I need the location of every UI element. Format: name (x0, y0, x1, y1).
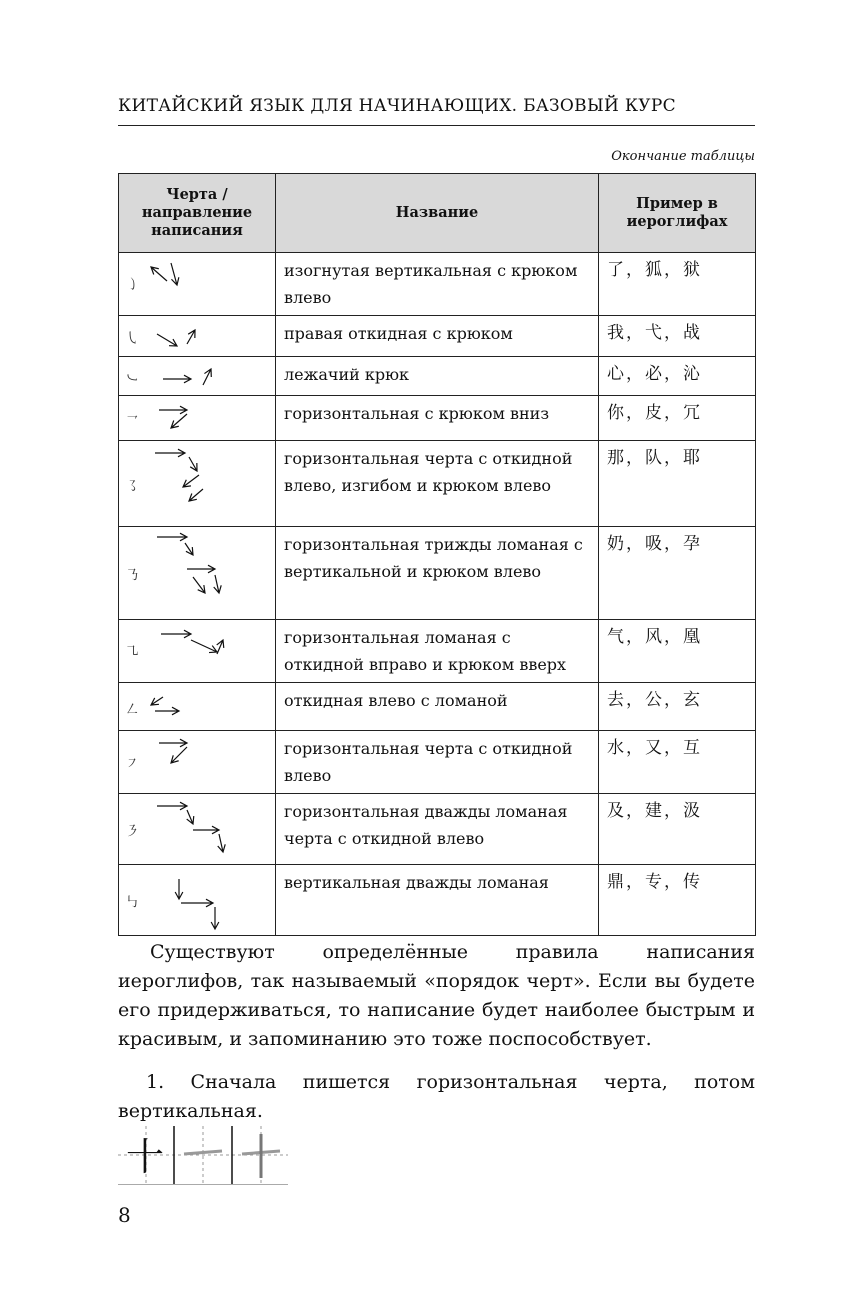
direction-arrow (171, 263, 179, 285)
stroke-cell (119, 357, 276, 396)
direction-arrow (157, 334, 177, 346)
stroke-order-demo (118, 1126, 288, 1185)
stroke-glyph: ㇜ (125, 701, 139, 718)
stroke-name: вертикальная дважды ломаная (276, 865, 599, 936)
direction-arrow (161, 630, 191, 638)
stroke-examples: 气，风，凰 (599, 620, 756, 683)
table-row (119, 620, 756, 683)
stroke-cell (119, 620, 276, 683)
direction-arrows-icon (119, 865, 275, 935)
direction-arrow (151, 697, 163, 705)
col-header-stroke: Черта / направление написания (119, 174, 276, 253)
direction-arrow (189, 489, 203, 501)
table-row (119, 316, 756, 357)
table-row (119, 396, 756, 441)
direction-arrow (203, 369, 211, 385)
stroke-name: горизонтальная дважды ломаная черта с откидной влево (276, 794, 599, 865)
stroke-cell (119, 253, 276, 316)
col-header-examples: Пример в иероглифах (599, 174, 756, 253)
stroke-cell (119, 794, 276, 865)
direction-arrows-icon (119, 357, 275, 395)
table-row (119, 253, 756, 316)
direction-arrow (191, 640, 217, 653)
rule-1: 1. Сначала пишется горизонтальная черта, потом вертикальная. (118, 1071, 755, 1122)
stroke-order-grid (118, 1126, 288, 1184)
stroke-examples: 鼎，专，传 (599, 865, 756, 936)
direction-arrows-icon (119, 316, 275, 356)
direction-arrow (211, 907, 219, 929)
stroke-cell (119, 316, 276, 357)
stroke-glyph: ㇋ (125, 824, 139, 840)
header-rule (118, 125, 755, 126)
direction-arrow (175, 879, 183, 899)
stroke-examples: 你，皮，冗 (599, 396, 756, 441)
stroke-glyph: ㇌ (125, 478, 139, 495)
page-number: 8 (118, 1203, 131, 1227)
stroke-examples: 水，又，互 (599, 731, 756, 794)
direction-arrow (159, 739, 187, 747)
table-row (119, 865, 756, 936)
direction-arrow (171, 747, 187, 763)
direction-arrow (217, 640, 224, 654)
direction-arrow (185, 543, 193, 555)
direction-arrows-icon (119, 527, 275, 619)
stroke-examples: 去，公，玄 (599, 683, 756, 731)
stroke-glyph: ㇃ (125, 371, 139, 387)
direction-arrow (163, 375, 191, 383)
direction-arrow (187, 810, 194, 824)
stroke-examples: 那，队，耶 (599, 441, 756, 527)
stroke-name: правая откидная с крюком (276, 316, 599, 357)
direction-arrow (214, 575, 221, 593)
stroke-glyph: ㇡ (125, 568, 139, 584)
stroke-glyph: ㇉ (125, 895, 139, 911)
stroke-cell (119, 441, 276, 527)
direction-arrows-icon (119, 396, 275, 440)
table-row (119, 683, 756, 731)
direction-arrow (171, 414, 187, 428)
strokes-table (118, 173, 756, 936)
body-paragraph: Существуют определённые правила написания иероглифов, так называемый «порядок черт». Если вы будете его придерживаться, то написание будет наиболее быстрым и красивым, и запоминанию это тоже поспособствует. (118, 941, 755, 1050)
stroke-name: лежачий крюк (276, 357, 599, 396)
direction-arrows-icon (119, 794, 275, 864)
direction-arrow (159, 406, 187, 414)
direction-arrow (193, 577, 205, 593)
stroke-cell (119, 865, 276, 936)
demo-char: 十 (126, 1135, 165, 1179)
direction-arrows-icon (119, 441, 275, 526)
table-row (119, 357, 756, 396)
stroke-cell (119, 731, 276, 794)
col-header-name: Название (276, 174, 599, 253)
direction-arrow (151, 267, 167, 281)
direction-arrow (155, 707, 179, 715)
direction-arrow (187, 565, 215, 573)
direction-arrow (157, 802, 187, 810)
stroke-glyph: ㇈ (125, 644, 139, 660)
table-row (119, 794, 756, 865)
stroke-glyph: ㇂ (125, 331, 139, 347)
stroke-name: горизонтальная черта с откидной влево (276, 731, 599, 794)
direction-arrows-icon (119, 620, 275, 678)
direction-arrows-icon (119, 253, 275, 311)
direction-arrow (189, 457, 197, 471)
stroke-examples: 我，弋，战 (599, 316, 756, 357)
stroke-cell (119, 683, 276, 731)
direction-arrow (157, 533, 187, 541)
table-row (119, 441, 756, 527)
direction-arrow (155, 449, 185, 457)
table-row (119, 527, 756, 620)
stroke-examples: 及，建，汲 (599, 794, 756, 865)
direction-arrow (183, 475, 199, 487)
direction-arrow (218, 834, 225, 852)
table-row (119, 731, 756, 794)
stroke-name: откидная влево с ломаной (276, 683, 599, 731)
table-continuation-note: Окончание таблицы (611, 149, 755, 164)
direction-arrows-icon (119, 731, 275, 790)
stroke-name: горизонтальная с крюком вниз (276, 396, 599, 441)
stroke-examples: 了，狐，狱 (599, 253, 756, 316)
stroke-name: горизонтальная трижды ломаная с вертикальной и крюком влево (276, 527, 599, 620)
stroke-glyph: ㇖ (125, 413, 139, 429)
stroke-cell (119, 527, 276, 620)
direction-arrow (187, 330, 195, 344)
stroke-examples: 心，必，沁 (599, 357, 756, 396)
stroke-name: горизонтальная черта с откидной влево, изгибом и крюком влево (276, 441, 599, 527)
direction-arrow (193, 826, 219, 834)
stroke-examples: 奶，吸，孕 (599, 527, 756, 620)
direction-arrow (181, 899, 213, 907)
stroke-glyph: ㇇ (125, 755, 139, 772)
stroke-name: горизонтальная ломаная с откидной вправо и крюком вверх (276, 620, 599, 683)
stroke-glyph: ㇁ (125, 277, 139, 293)
stroke-name: изогнутая вертикальная с крюком влево (276, 253, 599, 316)
stroke-cell (119, 396, 276, 441)
direction-arrows-icon (119, 683, 275, 730)
running-title: КИТАЙСКИЙ ЯЗЫК ДЛЯ НАЧИНАЮЩИХ. БАЗОВЫЙ КУРС (118, 96, 676, 116)
